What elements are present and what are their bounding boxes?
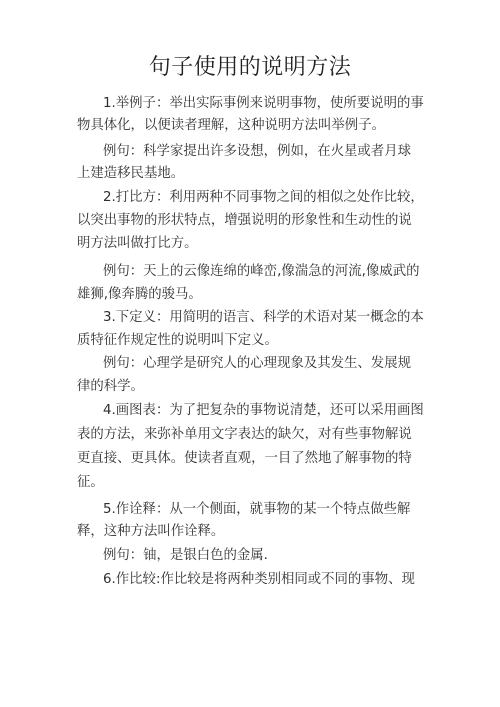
- text-line: 2.打比方：利用两种不同事物之间的相似之处作比较，: [103, 190, 424, 205]
- text-line: 5.作诠释：从一个侧面，就事物的某一个特点做些解: [103, 502, 411, 517]
- text-line: 律的科学。: [77, 379, 144, 394]
- text-line: 质特征作规定性的说明叫下定义。: [77, 333, 278, 348]
- text-line: 例句：心理学是研究人的心理现象及其发生、发展规: [103, 356, 411, 371]
- text-line: 例句：天上的云像连绵的峰峦,像湍急的河流,像威武的: [103, 264, 420, 279]
- text-line: 释，这种方法叫作诠释。: [77, 524, 225, 539]
- text-line: 例句：科学家提出许多设想，例如，在火星或者月球: [103, 144, 411, 159]
- text-line: 更直接、更具体。使读者直观，一目了然地了解事物的特: [77, 451, 412, 466]
- text-line: 6.作比较:作比较是将两种类别相同或不同的事物、现: [103, 572, 415, 587]
- text-line: 表的方法，来弥补单用文字表达的缺欠，对有些事物解说: [77, 427, 412, 442]
- text-line: 4.画图表：为了把复杂的事物说清楚，还可以采用画图: [103, 403, 424, 418]
- text-line: 以突出事物的形状特点，增强说明的形象性和生动性的说: [77, 213, 412, 228]
- text-line: 1.举例子：举出实际事例来说明事物，使所要说明的事: [103, 96, 424, 111]
- text-line: 征。: [77, 475, 104, 490]
- text-line: 3.下定义：用简明的语言、科学的术语对某一概念的本: [103, 310, 424, 325]
- text-line: 雄狮,像奔腾的骏马。: [77, 287, 202, 302]
- text-line: 物具体化，以便读者理解，这种说明方法叫举例子。: [77, 118, 385, 133]
- text-line: 例句：铀，是银白色的金属.: [103, 548, 268, 563]
- text-line: 明方法叫做打比方。: [77, 236, 198, 251]
- page-title: 句子使用的说明方法: [148, 55, 352, 80]
- text-line: 上建造移民基地。: [77, 166, 185, 181]
